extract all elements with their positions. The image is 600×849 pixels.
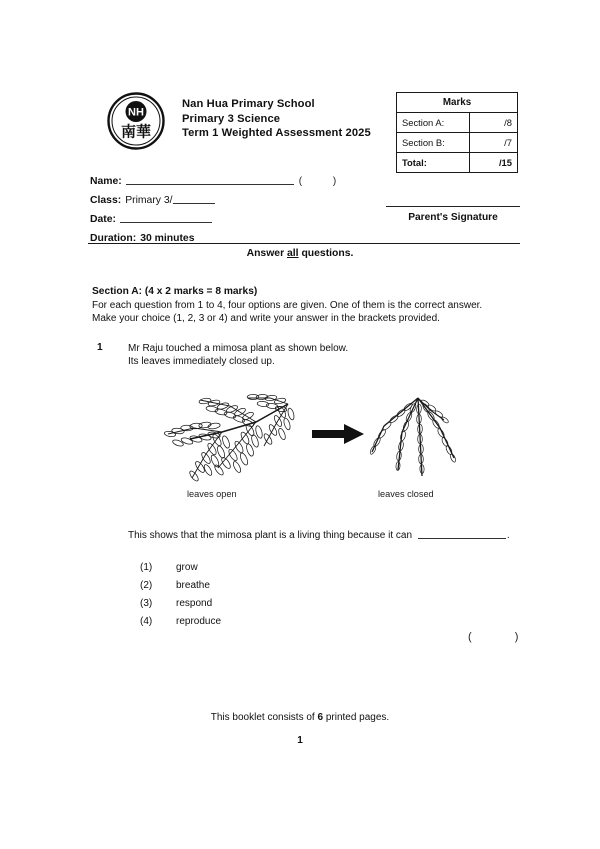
marks-value-section-b[interactable]: /7 — [469, 133, 517, 153]
question-1-stem-text: This shows that the mimosa plant is a living thing because it can — [128, 530, 415, 541]
option-2[interactable] — [140, 576, 440, 594]
section-a-line-1: For each question from 1 to 4, four options are given. One of them is the correct answer. — [92, 300, 483, 312]
booklet-page-count-note — [0, 712, 600, 723]
class-row — [90, 187, 400, 206]
page-number: 1 — [297, 735, 303, 746]
marks-label-total: Total: — [397, 153, 470, 173]
question-1-answer-bracket[interactable]: ( ) — [468, 631, 539, 643]
class-prefix: Primary 3/ — [125, 195, 173, 206]
name-input[interactable] — [126, 184, 294, 185]
option-1-label: grow — [176, 561, 198, 573]
question-1-line-2: Its leaves immediately closed up. — [128, 356, 275, 368]
school-name: Nan Hua Primary School — [182, 98, 315, 110]
header-divider — [88, 243, 520, 244]
option-3-number: (3) — [140, 597, 153, 609]
option-4-label: reproduce — [176, 615, 222, 627]
booklet-note-prefix: This booklet consists of — [210, 712, 318, 723]
signature-label: Parent's Signature — [408, 212, 498, 223]
option-1-number: (1) — [140, 561, 153, 573]
marks-value-section-a[interactable]: /8 — [469, 113, 517, 133]
table-row — [397, 113, 518, 133]
marks-value-total[interactable]: /15 — [469, 153, 517, 173]
date-label: Date: — [90, 214, 116, 225]
answer-all-emphasis: all — [287, 248, 299, 259]
school-assessment-title: Term 1 Weighted Assessment 2025 — [182, 127, 371, 140]
duration-value: 30 minutes — [140, 233, 195, 244]
option-4[interactable] — [140, 612, 440, 630]
option-1[interactable] — [140, 558, 440, 576]
parent-signature-area — [386, 206, 520, 223]
mimosa-leaves-open-illustration — [160, 392, 300, 487]
school-title-block — [182, 97, 371, 141]
answer-all-prefix: Answer — [246, 248, 287, 259]
school-crest-icon — [106, 91, 166, 151]
figure-caption-closed: leaves closed — [378, 489, 434, 499]
option-2-label: breathe — [176, 579, 210, 591]
signature-line[interactable] — [386, 206, 520, 208]
section-a-line-2: Make your choice (1, 2, 3 or 4) and write your answer in the brackets provided. — [92, 313, 440, 325]
question-1-line-1: Mr Raju touched a mimosa plant as shown below. — [128, 343, 349, 354]
marks-table-header-row — [397, 93, 518, 113]
table-row — [397, 153, 518, 173]
marks-label-section-a: Section A: — [397, 113, 470, 133]
mimosa-leaves-closed-illustration — [358, 392, 470, 487]
section-a-instructions — [92, 285, 522, 326]
answer-all-suffix: questions. — [298, 248, 354, 259]
question-1-text — [128, 342, 508, 369]
option-4-number: (4) — [140, 615, 153, 627]
booklet-note-suffix: printed pages. — [323, 712, 390, 723]
student-particulars — [90, 168, 400, 244]
school-level-subject: Primary 3 Science — [182, 112, 281, 125]
duration-row — [90, 225, 400, 244]
booklet-page-count: 6 — [317, 712, 324, 723]
option-3[interactable] — [140, 594, 440, 612]
svg-text:南華: 南華 — [120, 122, 152, 141]
svg-text:NH: NH — [128, 106, 144, 119]
section-a-title: Section A: (4 x 2 marks = 8 marks) — [92, 286, 258, 297]
class-input[interactable] — [173, 203, 215, 204]
option-2-number: (2) — [140, 579, 153, 591]
marks-label-section-b: Section B: — [397, 133, 470, 153]
question-1-stem-period: . — [506, 530, 510, 541]
date-input[interactable] — [120, 222, 212, 223]
question-1-options — [140, 558, 440, 630]
question-1-number: 1 — [97, 342, 103, 353]
index-number-brackets[interactable]: ( ) — [298, 176, 351, 187]
question-1-blank[interactable] — [418, 538, 506, 539]
option-3-label: respond — [176, 597, 213, 609]
question-1-figure — [160, 392, 470, 507]
name-row — [90, 168, 400, 187]
name-label: Name: — [90, 176, 122, 187]
table-row — [397, 133, 518, 153]
marks-table — [396, 92, 518, 173]
answer-all-instruction — [0, 248, 600, 259]
marks-heading: Marks — [397, 93, 518, 113]
date-row — [90, 206, 400, 225]
figure-caption-open: leaves open — [187, 489, 237, 499]
class-label: Class: — [90, 195, 122, 206]
question-1-stem — [128, 530, 518, 541]
duration-label: Duration: — [90, 233, 137, 244]
